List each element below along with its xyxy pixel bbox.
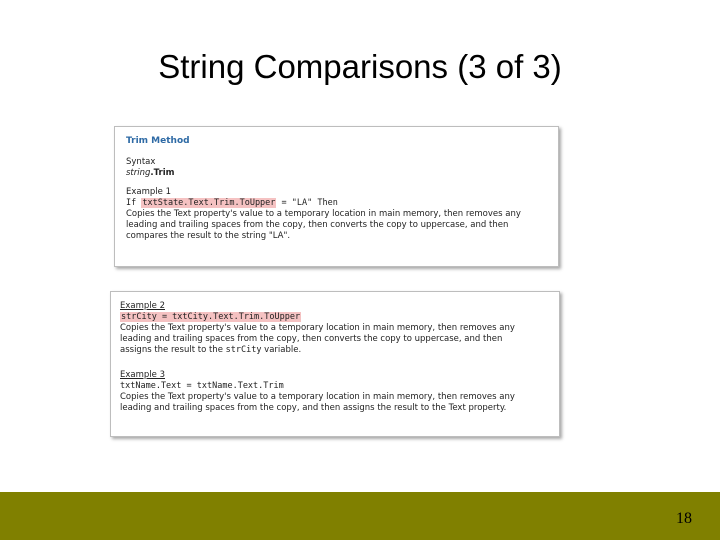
example-2-code-highlight: strCity = txtCity.Text.Trim.ToUpper [121,312,301,322]
example-2-desc-line-1: Copies the Text property's value to a temporary location in main memory, then removes any [120,323,515,333]
syntax-line [126,168,552,179]
example-1-label: Example 1 [126,187,171,197]
syntax-method: .Trim [150,168,175,178]
desc-code: strCity [225,345,262,355]
code-highlight: txtState.Text.Trim.ToUpper [142,198,276,208]
example-1-desc-line-1: Copies the Text property's value to a temporary location in main memory, then removes any [126,209,521,219]
page-number: 18 [676,510,692,527]
example-2-desc-line-2: leading and trailing spaces from the copy, then converts the copy to uppercase, and then [120,334,503,344]
slide-title: String Comparisons (3 of 3) [158,48,562,85]
code-prefix: If [126,198,142,208]
footer-bar [0,492,720,540]
example-3-code: txtName.Text = txtName.Text.Trim [120,381,284,391]
example-1-desc-line-3: compares the result to the string "LA". [126,231,291,241]
example-3-desc-line-1: Copies the Text property's value to a temporary location in main memory, then removes any [120,392,515,402]
example-3-desc-line-2: leading and trailing spaces from the copy, and then assigns the result to the Text property. [120,403,507,413]
desc-pre: assigns the result to the [120,345,226,355]
example-2-label: Example 2 [120,301,165,311]
syntax-object: string [126,168,151,178]
example-1-code [126,198,552,209]
desc-post: variable. [261,345,302,355]
code-suffix: = "LA" Then [276,198,338,208]
example-2-code [120,312,553,323]
example-2-desc-line-3 [120,345,553,356]
panel-heading: Trim Method [126,136,190,146]
example-3-label: Example 3 [120,370,165,380]
trim-method-panel [114,126,559,267]
example-1-desc-line-2: leading and trailing spaces from the copy, then converts the copy to uppercase, and then [126,220,509,230]
trim-examples-panel [110,291,560,437]
syntax-label: Syntax [126,157,156,167]
